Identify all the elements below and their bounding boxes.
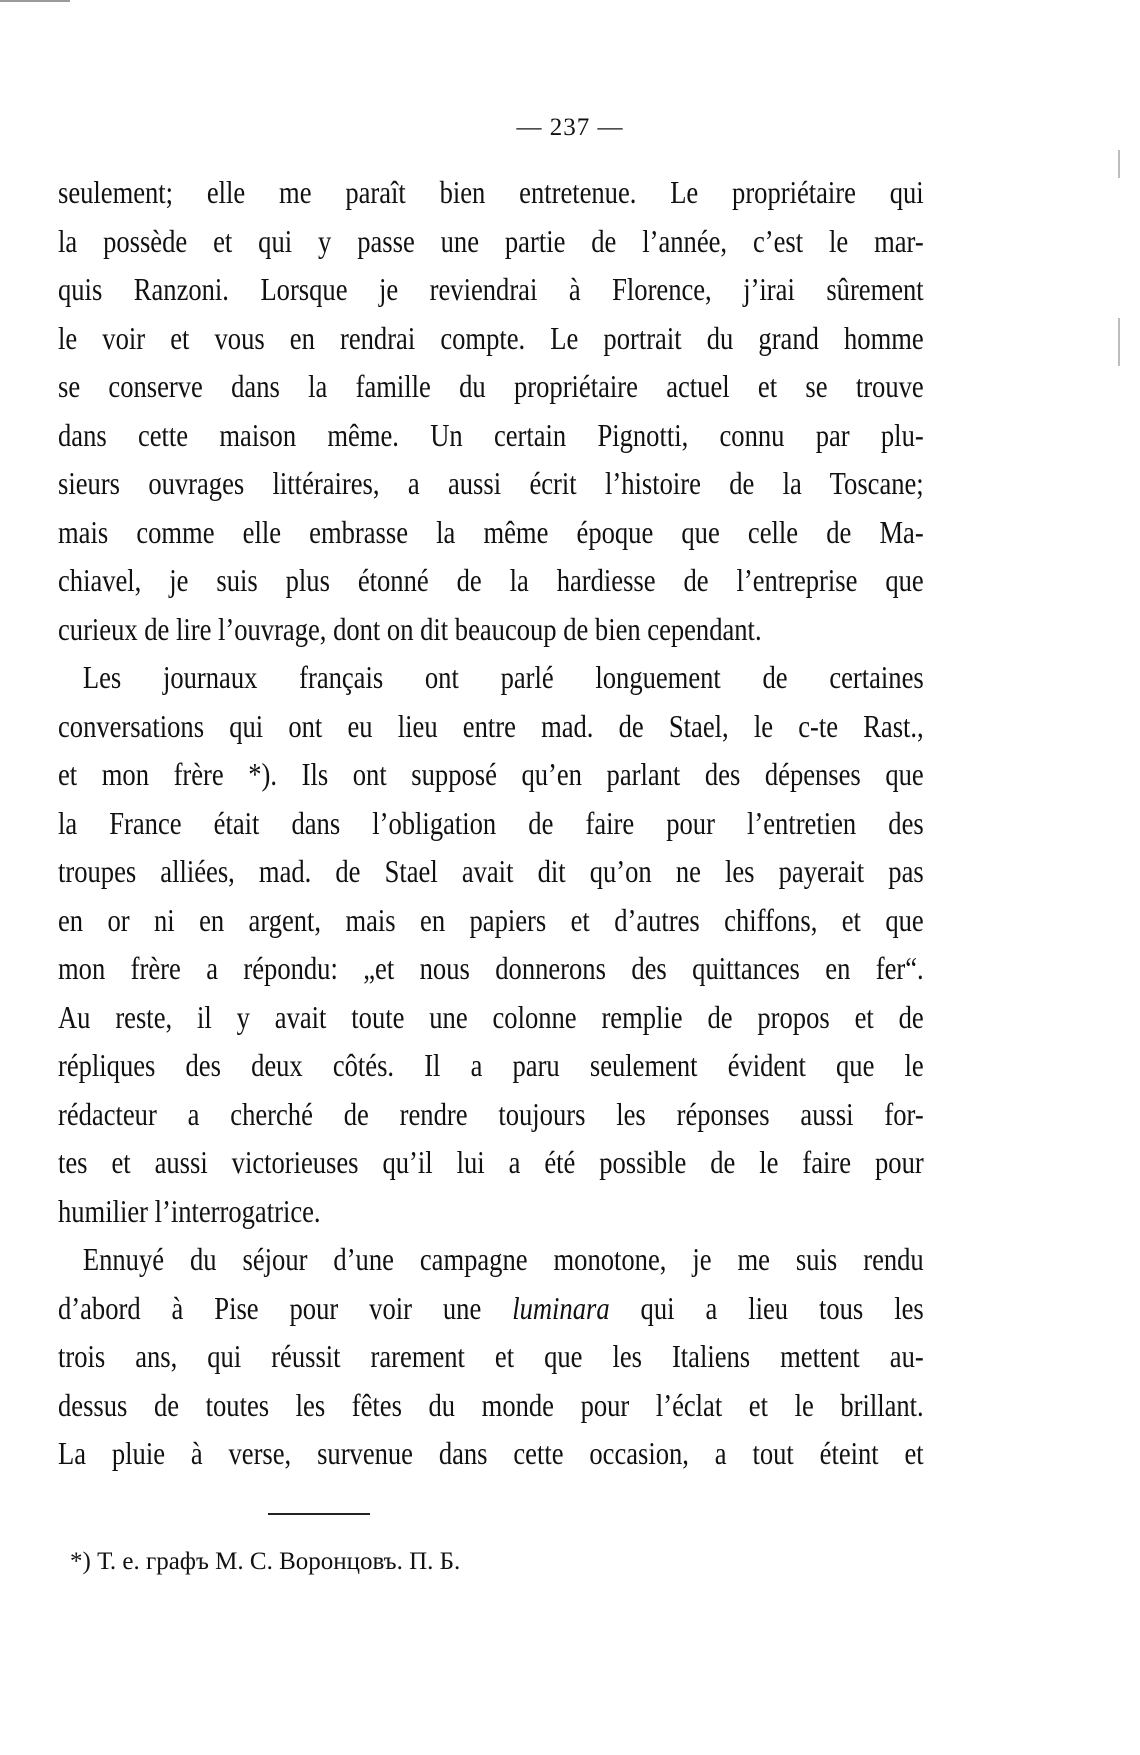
text-fragment: d’abord à Pise pour voir une (58, 1289, 482, 1326)
text-line (58, 1235, 924, 1284)
text-line: chiavel, je suis plus étonné de la hardiesse de l’entreprise que (58, 562, 924, 598)
footnote-rule (268, 1513, 370, 1515)
text-line: seulement; elle me paraît bien entretenue. Le propriétaire qui (58, 174, 924, 210)
text-line: en or ni en argent, mais en papiers et d’autres chiffons, et que (58, 901, 924, 938)
text-line: Au reste, il y avait toute une colonne remplie de propos et de (58, 998, 924, 1035)
text-line: Les journaux français ont parlé longuement de certaines (82, 659, 924, 695)
text-line: humilier l’interrogatrice. (58, 1192, 321, 1229)
text-fragment: du séjour d’une campagne monotone, je me suis rendu (190, 1241, 924, 1277)
text-line: dessus de toutes les fêtes du monde pour l’éclat et le brillant. (58, 1386, 924, 1423)
luminara-italic: luminara (512, 1289, 610, 1326)
text-line: conversations qui ont eu lieu entre mad. de Stael, le c-te Rast., (58, 707, 924, 744)
text-line: et mon frère *). Ils ont supposé qu’en parlant des dépenses que (58, 756, 924, 792)
text-line: quis Ranzoni. Lorsque je reviendrai à Florence, j’irai sûrement (58, 271, 924, 307)
footnote: *) Т. е. графъ М. С. Воронцовъ. П. Б. (70, 1548, 461, 1575)
text-line (58, 1284, 924, 1333)
ennuye-word: Ennuyé (82, 1241, 165, 1277)
text-line: répliques des deux côtés. Il a paru seulement évident que le (58, 1047, 924, 1083)
text-line: dans cette maison même. Un certain Pignotti, connu par plu- (58, 416, 924, 453)
text-line: la France était dans l’obligation de faire pour l’entretien des (58, 804, 924, 841)
text-line: La pluie à verse, survenue dans cette occasion, a tout éteint et (58, 1435, 924, 1471)
text-line: sieurs ouvrages littéraires, a aussi écrit l’histoire de la Toscane; (58, 465, 924, 501)
margin-mark (1118, 318, 1120, 366)
text-fragment: qui a lieu tous les (640, 1289, 924, 1326)
text-line: rédacteur a cherché de rendre toujours les réponses aussi for- (58, 1095, 924, 1132)
text-line: troupes alliées, mad. de Stael avait dit qu’on ne les payerait pas (58, 853, 924, 889)
text-line: se conserve dans la famille du propriétaire actuel et se trouve (58, 368, 924, 404)
page-number: — 237 — (516, 114, 624, 141)
text-line: la possède et qui y passe une partie de l’année, c’est le mar- (58, 222, 924, 259)
top-edge-rule (0, 0, 70, 2)
text-line: mais comme elle embrasse la même époque que celle de Ma- (58, 513, 924, 550)
margin-mark (1118, 150, 1120, 178)
text-line: le voir et vous en rendrai compte. Le portrait du grand homme (58, 319, 924, 356)
text-line: mon frère a répondu: „et nous donnerons des quittances en fer“. (58, 950, 924, 986)
body-text (58, 168, 924, 1478)
text-line: tes et aussi victorieuses qu’il lui a été possible de le faire pour (58, 1144, 924, 1180)
text-line: curieux de lire l’ouvrage, dont on dit beaucoup de bien cependant. (58, 610, 762, 647)
text-line: trois ans, qui réussit rarement et que les Italiens mettent au- (58, 1338, 924, 1374)
